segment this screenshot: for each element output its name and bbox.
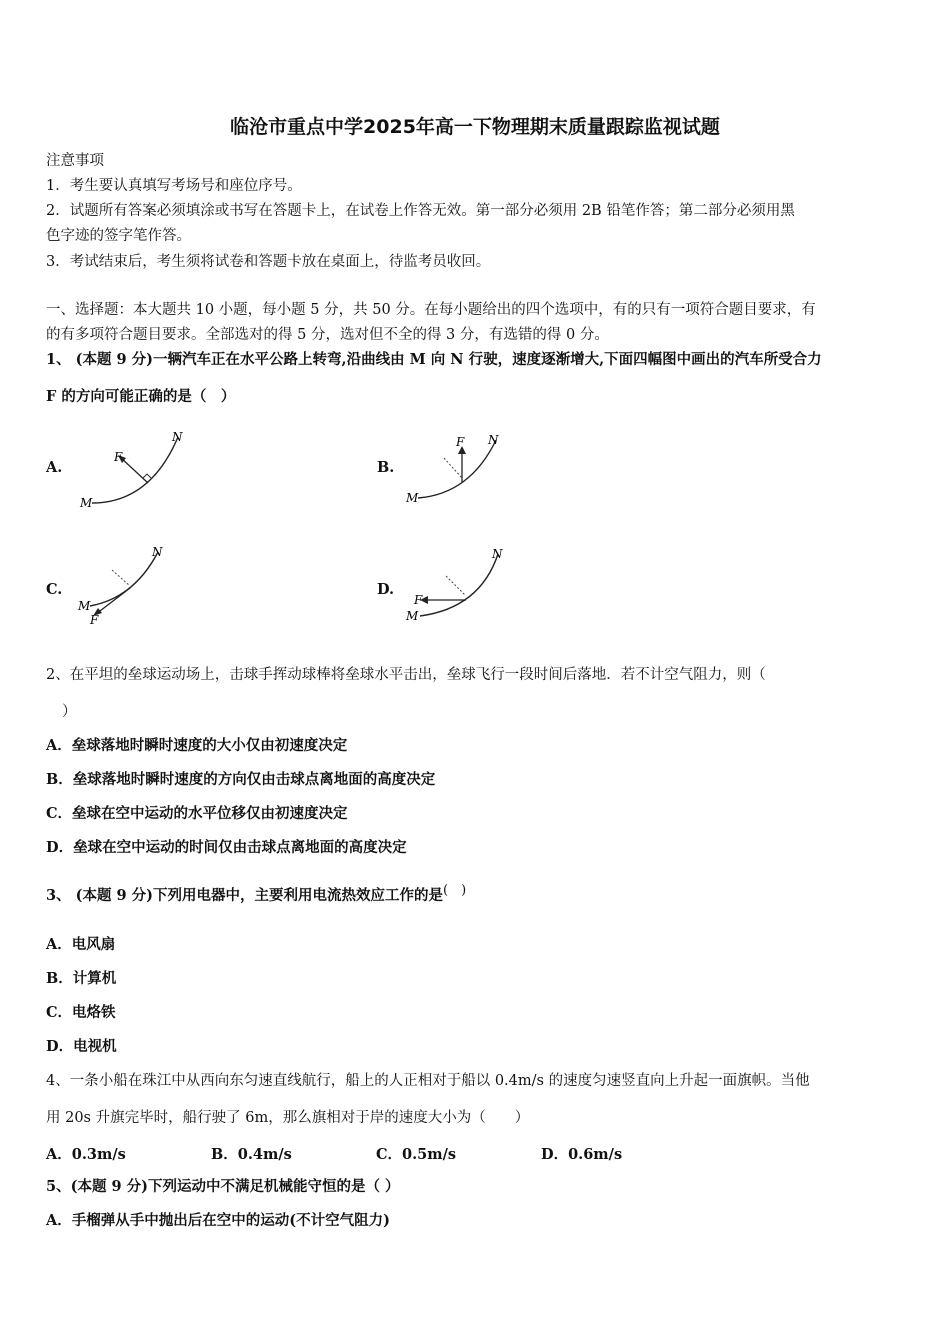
q2-option: C．垒球在空中运动的水平位移仅由初速度决定 <box>46 805 348 822</box>
right-angle-mark <box>143 474 151 478</box>
label-f: F <box>114 450 123 464</box>
question-2-stem: ） <box>62 704 77 720</box>
q1-option-d-label: D. <box>377 581 395 598</box>
label-f: F <box>456 435 465 449</box>
q1-diagram-a <box>70 425 200 515</box>
q3-option: D．电视机 <box>46 1038 117 1055</box>
q2-option: A．垒球落地时瞬时速度的大小仅由初速度决定 <box>46 737 348 754</box>
notice-item: 1．考生要认真填写考场号和座位序号。 <box>46 178 302 194</box>
q1-diagram-c <box>70 540 180 630</box>
label-n: N <box>488 433 499 447</box>
q1-option-a-label: A. <box>46 459 63 476</box>
label-n: N <box>152 545 163 559</box>
q4-option: B．0.4m/s <box>211 1146 292 1163</box>
force-arrow <box>96 588 130 614</box>
question-3-paren: ( ) <box>443 883 467 898</box>
question-2-stem: 2、在平坦的垒球运动场上，击球手挥动球棒将垒球水平击出，垒球飞行一段时间后落地．若不计空气阻力，则（ <box>46 667 766 683</box>
notice-heading: 注意事项 <box>46 153 104 169</box>
question-4-stem: 4、一条小船在珠江中从西向东匀速直线航行，船上的人正相对于船以 0.4m/s 的速度匀速竖直向上升起一面旗帜。当他 <box>46 1073 810 1089</box>
label-m: M <box>78 599 91 613</box>
q3-option: A．电风扇 <box>46 936 116 953</box>
notice-item: 2．试题所有答案必须填涂或书写在答题卡上，在试卷上作答无效。第一部分必须用 2B 铅笔作答；第二部分必须用黑 <box>46 203 795 219</box>
force-arrow <box>120 457 148 483</box>
normal-line <box>444 458 462 478</box>
q1-diagram-d <box>400 540 520 630</box>
q4-option: C．0.5m/s <box>376 1146 457 1163</box>
q1-option-b-label: B. <box>377 459 395 476</box>
q3-option: C．电烙铁 <box>46 1004 116 1021</box>
question-5-stem: 5、(本题 9 分)下列运动中不满足机械能守恒的是（ ） <box>46 1178 400 1195</box>
q2-option: B．垒球落地时瞬时速度的方向仅由击球点离地面的高度决定 <box>46 771 436 788</box>
label-m: M <box>406 491 419 505</box>
q4-option: D．0.6m/s <box>541 1146 623 1163</box>
q3-option: B．计算机 <box>46 970 117 987</box>
label-m: M <box>406 609 419 623</box>
normal-line <box>112 570 130 586</box>
normal-line <box>446 576 466 596</box>
label-n: N <box>172 430 183 444</box>
question-3-text: 3、 (本题 9 分)下列用电器中，主要利用电流热效应工作的是 <box>46 887 444 904</box>
curve-path <box>90 552 158 606</box>
page-title: 临沧市重点中学2025年高一下物理期末质量跟踪监视试题 <box>230 116 720 138</box>
notice-item: 色字迹的签字笔作答。 <box>46 228 191 244</box>
q4-options-row <box>46 1143 661 1164</box>
q5-option: A．手榴弹从手中抛出后在空中的运动(不计空气阻力) <box>46 1212 390 1229</box>
q1-diagram-b <box>400 430 530 515</box>
label-m: M <box>80 496 93 510</box>
label-f: F <box>90 613 99 627</box>
question-4-stem: 用 20s 升旗完毕时，船行驶了 6m，那么旗相对于岸的速度大小为（ ） <box>46 1110 530 1126</box>
curve-path <box>420 554 498 616</box>
q4-option: A．0.3m/s <box>46 1146 126 1163</box>
section-instructions: 的有多项符合题目要求。全部选对的得 5 分，选对但不全的得 3 分，有选错的得 0 分。 <box>46 327 609 343</box>
notice-item: 3．考试结束后，考生须将试卷和答题卡放在桌面上，待监考员收回。 <box>46 254 491 270</box>
curve-path <box>92 437 178 503</box>
label-f: F <box>414 593 423 607</box>
q1-option-c-label: C. <box>46 581 63 598</box>
question-1-stem: 1、 (本题 9 分)一辆汽车正在水平公路上转弯,沿曲线由 M 向 N 行驶，速度逐渐增大,下面四幅图中画出的汽车所受合力 <box>46 351 822 368</box>
q2-option: D．垒球在空中运动的时间仅由击球点离地面的高度决定 <box>46 839 407 856</box>
section-instructions: 一、选择题：本大题共 10 小题，每小题 5 分，共 50 分。在每小题给出的四个选项中，有的只有一项符合题目要求，有 <box>46 302 816 318</box>
question-1-stem: F 的方向可能正确的是（ ） <box>46 388 236 405</box>
label-n: N <box>492 547 503 561</box>
question-3-stem <box>46 883 908 907</box>
